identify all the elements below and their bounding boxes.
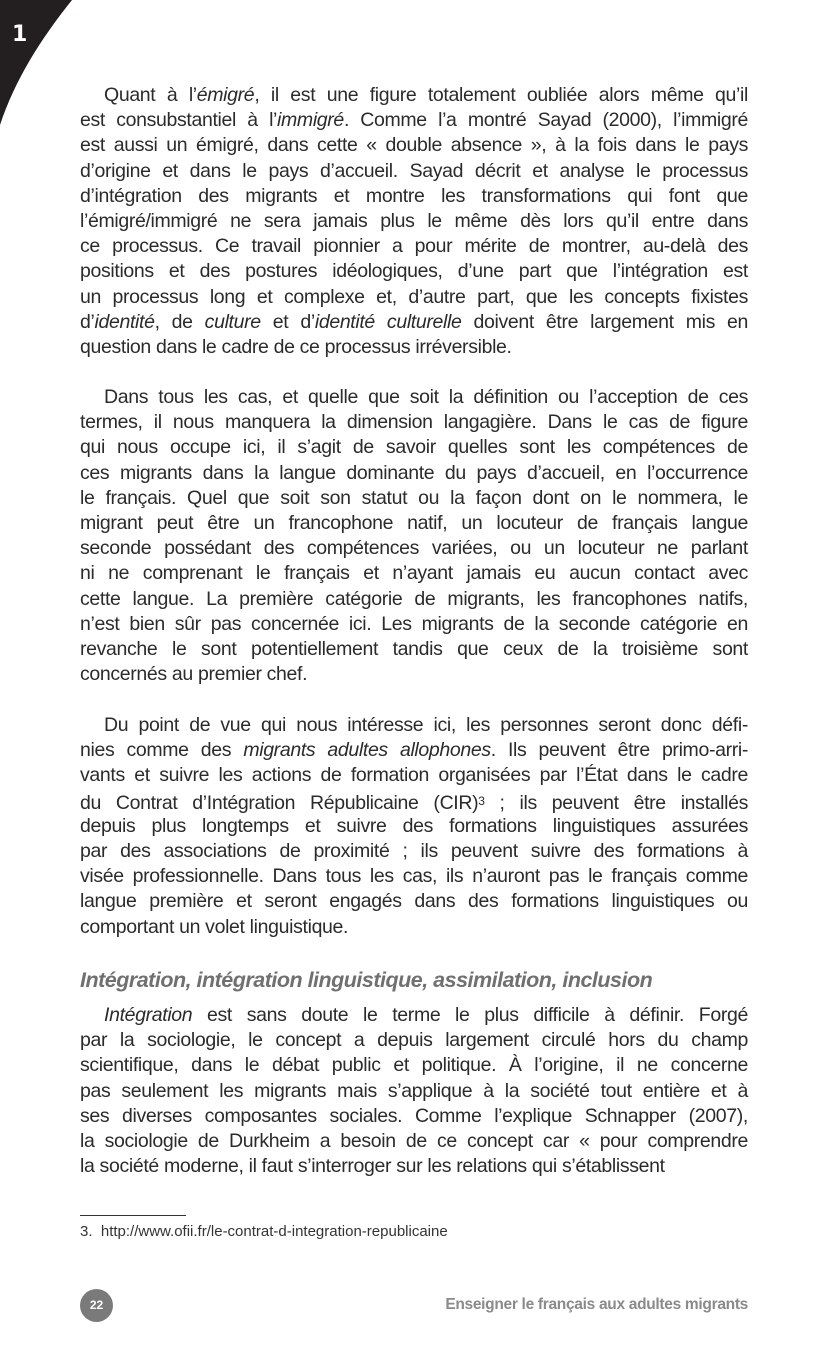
text-line: Du point de vue qui nous intéresse ici, les personnes seront donc défi- (104, 714, 748, 736)
text-line: positions et des postures idéologiques, d’une part que l’intégration est (80, 260, 748, 283)
text-line: depuis plus longtemps et suivre des formations linguistiques assurées (80, 814, 748, 837)
text-line: question dans le cadre de ce processus irréversible. (80, 336, 512, 358)
text-line: ces migrants dans la langue dominante du pays d’accueil, en l’occurrence (80, 461, 748, 484)
emphasis: culture (204, 310, 261, 333)
footnote-number: 3. (80, 1223, 93, 1240)
section-heading: Intégration, intégration linguistique, assimilation, inclusion (80, 968, 653, 992)
emphasis: identité (94, 310, 155, 333)
text-line: ce processus. Ce travail pionnier a pour mérite de montrer, au-delà des (80, 235, 748, 258)
text-line: qui nous occupe ici, il s’agit de savoir quelles sont les compétences de (80, 436, 748, 459)
text-line: par des associations de proximité ; ils peuvent suivre des formations à (80, 840, 748, 862)
text-line: d’intégration des migrants et montre les transformations qui font que (80, 184, 748, 207)
text-line: scientifique, dans le débat public et politique. À l’origine, il ne concerne (80, 1054, 748, 1077)
footnote (80, 1223, 448, 1240)
footnote-divider (80, 1215, 186, 1216)
text-line: par la sociologie, le concept a depuis largement circulé hors du champ (80, 1029, 748, 1052)
text-line: l’émigré/immigré ne sera jamais plus le même dès lors qu’il entre dans (80, 210, 748, 232)
emphasis: identité culturelle (314, 310, 462, 333)
running-title: Enseigner le français aux adultes migrants (445, 1296, 748, 1313)
text-line: termes, il nous manquera la dimension langagière. Dans le cas de figure (80, 411, 748, 434)
footnote-link[interactable]: http://www.ofii.fr/le-contrat-d-integration-republicaine (100, 1223, 448, 1240)
text-line: la sociologie de Durkheim a besoin de ce concept car « pour comprendre (80, 1130, 748, 1152)
text-line: d’origine et dans le pays d’accueil. Sayad décrit et analyse le processus (80, 159, 748, 182)
emphasis: émigré (196, 84, 255, 106)
text-line: Dans tous les cas, et quelle que soit la définition ou l’acception de ces (104, 386, 748, 408)
text-line: cette langue. La première catégorie de migrants, les francophones natifs, (80, 587, 748, 610)
text-line: n’est bien sûr pas concernée ici. Les migrants de la seconde catégorie en (80, 612, 748, 635)
text-line: seconde possédant des compétences variées, ou un locuteur ne parlant (80, 537, 748, 560)
text-line: Intégration est sans doute le terme le plus difficile à définir. Forgé (104, 1004, 748, 1026)
text-line: Quant à l’émigré, il est une figure totalement oubliée alors même qu’il (104, 84, 748, 106)
footnote-ref[interactable]: 3 (478, 793, 485, 808)
emphasis: immigré (277, 109, 344, 132)
text-line: est aussi un émigré, dans cette « double absence », à la fois dans le pays (80, 134, 748, 157)
text-line: ses diverses composantes sociales. Comme l’explique Schnapper (2007), (80, 1104, 748, 1127)
text-line: pas seulement les migrants mais s’applique à la société tout entière et à (80, 1079, 748, 1102)
text-line: le français. Quel que soit son statut ou la façon dont on le nommera, le (80, 486, 748, 509)
emphasis: Intégration (104, 1004, 193, 1026)
text-line: visée professionnelle. Dans tous les cas, ils n’auront pas le français comme (80, 865, 748, 888)
text-line: est consubstantiel à l’immigré. Comme l’a montré Sayad (2000), l’immigré (80, 109, 748, 132)
text-line: ni ne comprenant le français et n’ayant jamais eu aucun contact avec (80, 562, 748, 585)
text-line: migrant peut être un francophone natif, un locuteur de français langue (80, 512, 748, 534)
text-line: vants et suivre les actions de formation organisées par l’État dans le cadre (80, 764, 748, 787)
text-line: revanche le sont potentiellement tandis que ceux de la troisième sont (80, 638, 748, 660)
chapter-number: 1 (12, 22, 28, 47)
text-line: concernés au premier chef. (80, 663, 308, 686)
text-line: la société moderne, il faut s’interroger sur les relations qui s’établissent (80, 1155, 665, 1178)
page-number-badge: 22 (80, 1289, 113, 1322)
text-line: du Contrat d’Intégration Républicaine (CIR)$^3$ ; ils peuvent être installés (80, 791, 749, 814)
text-line: langue première et seront engagés dans des formations linguistiques ou (80, 890, 748, 913)
text-line: d’identité, de culture et d’identité culturelle doivent être largement mis en (80, 310, 749, 333)
text-line: nies comme des migrants adultes allophones. Ils peuvent être primo-arri- (80, 739, 748, 762)
text-line: comportant un volet linguistique. (80, 915, 349, 938)
emphasis: migrants adultes allophones (243, 739, 491, 762)
text-line: un processus long et complexe et, d’autre part, que les concepts fixistes (80, 285, 748, 308)
